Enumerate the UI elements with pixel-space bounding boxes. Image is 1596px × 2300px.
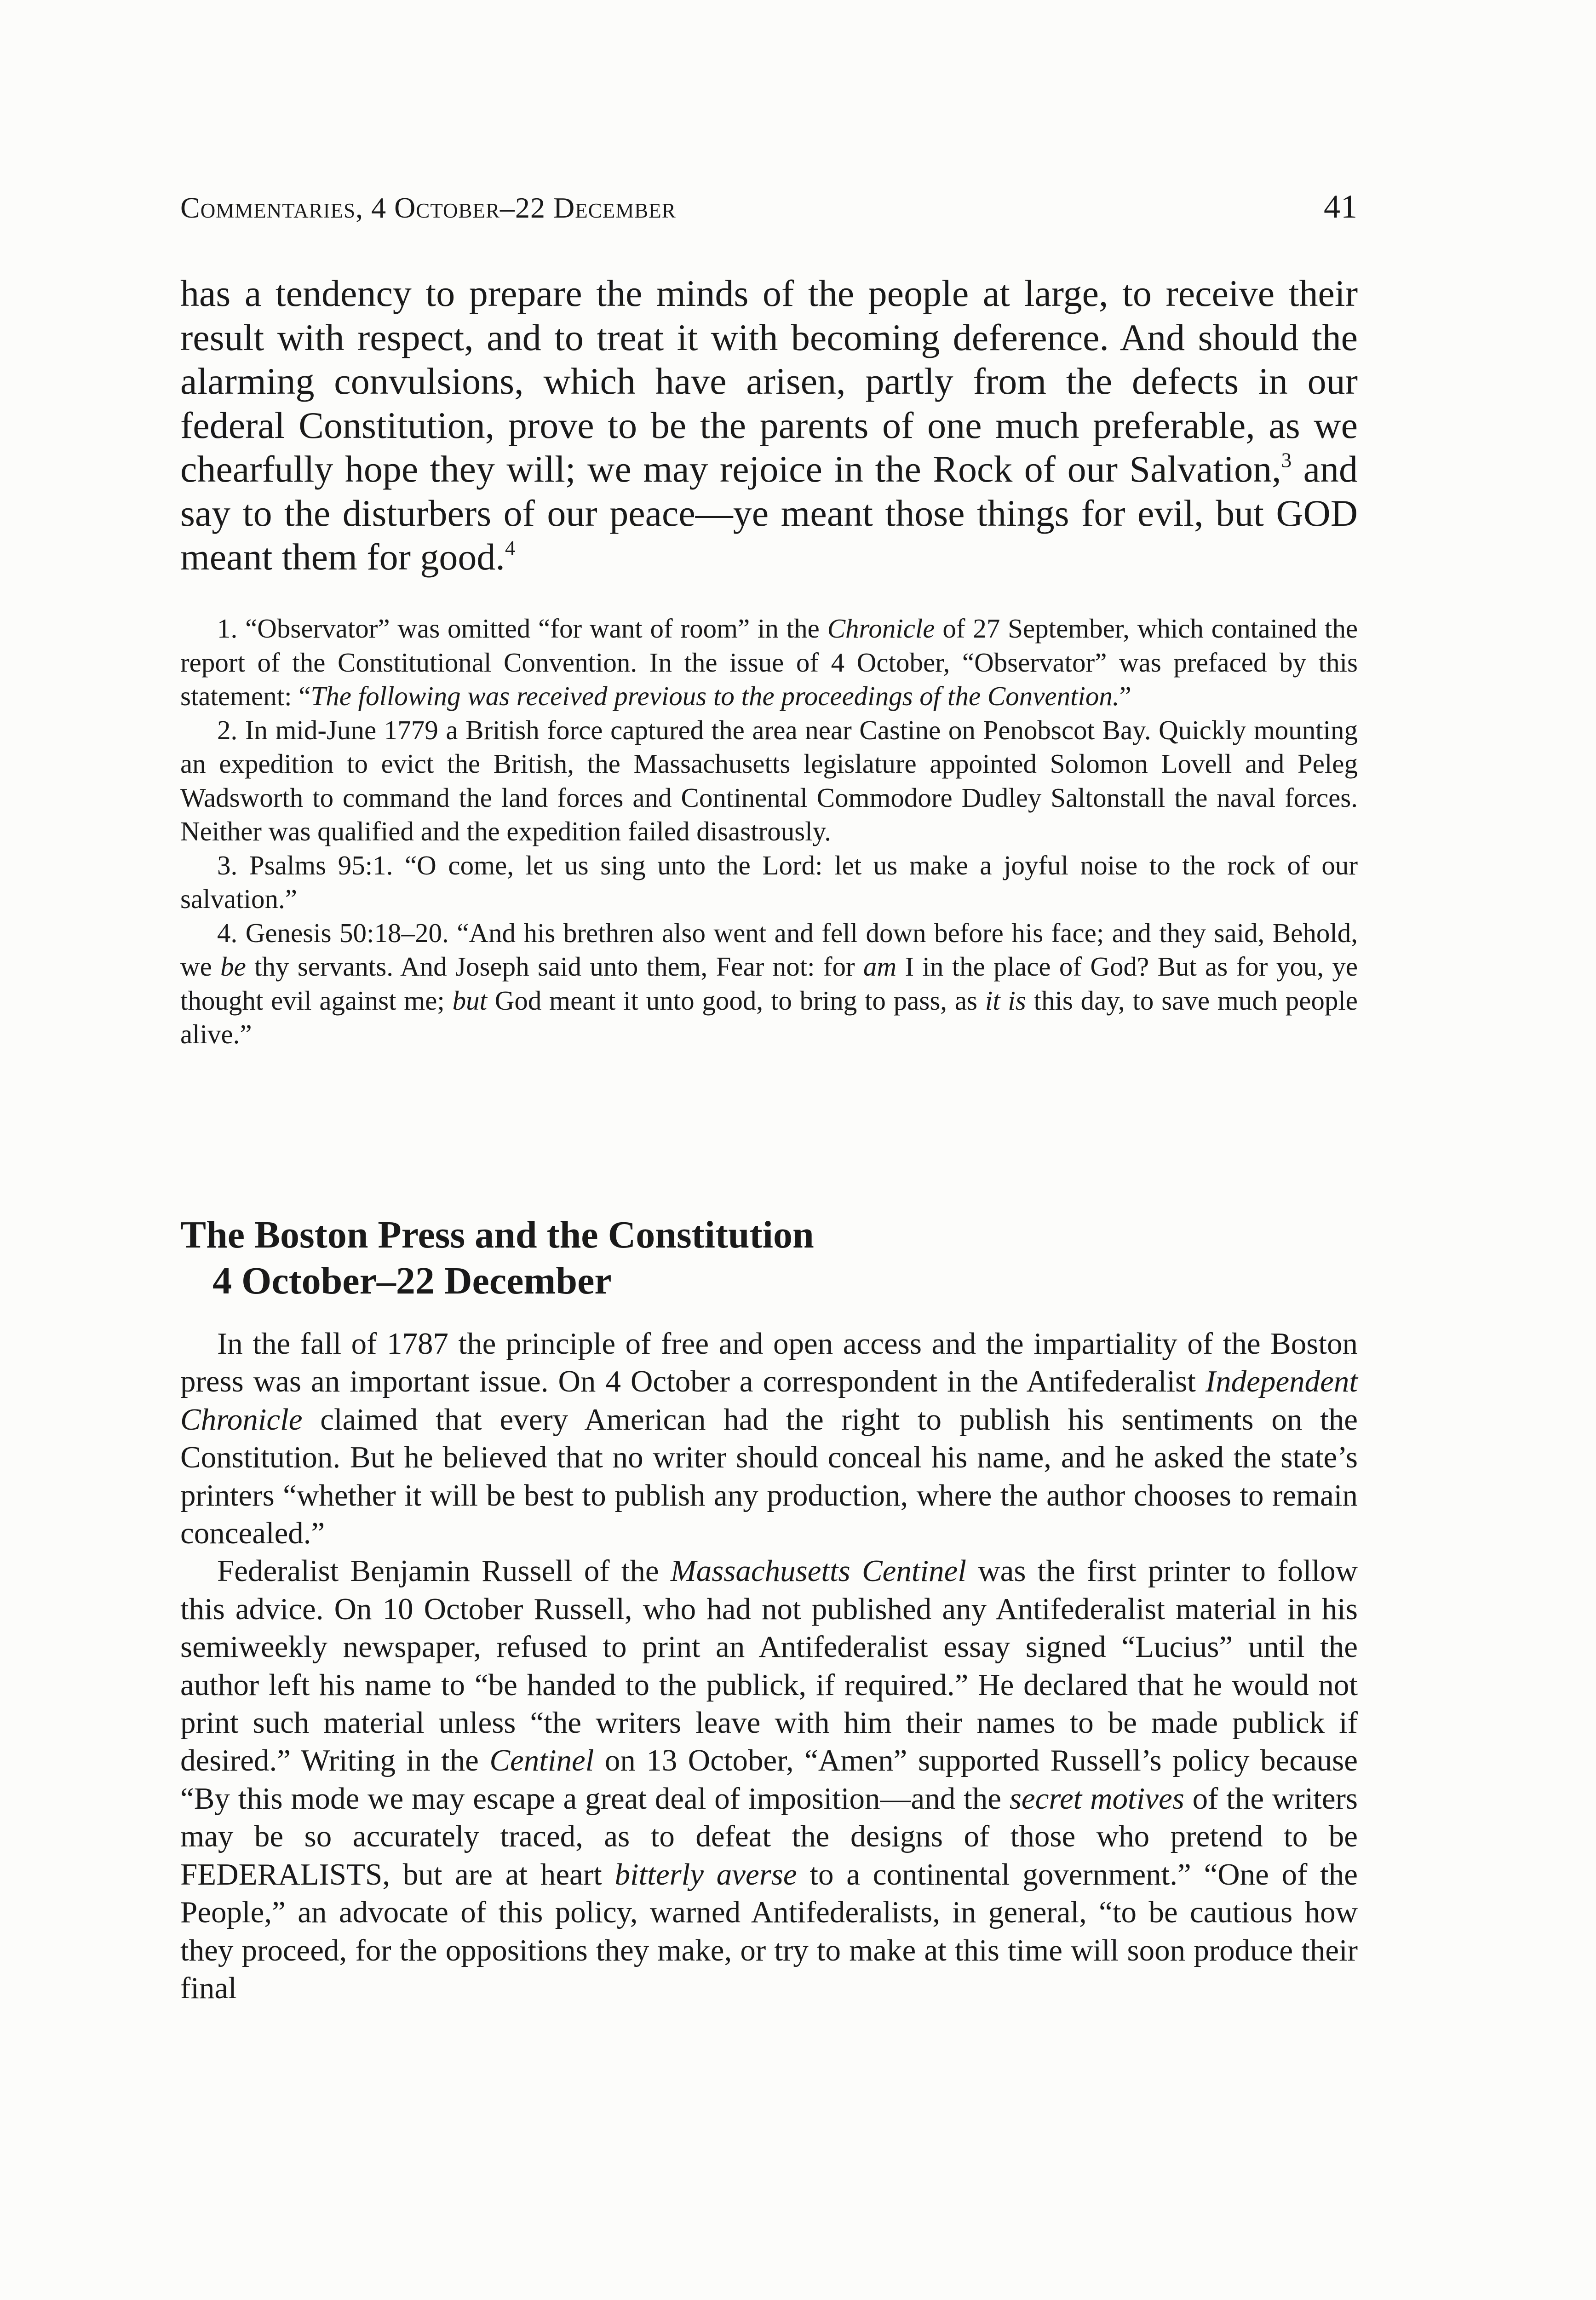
footnote-2: 2. In mid-June 1779 a British force captured the area near Castine on Penobscot Bay. Quickly mounting an expedition to evict the British, the Massachusetts legislature appointed Solomon Lovell and Peleg Wadsworth to command the land forces and Continental Commodore Dudley Saltonstall the naval forces. Neither was qualified and the expedition failed disastrously. xyxy=(180,714,1358,846)
footnote-ref-3: 3 xyxy=(1281,448,1292,472)
section-date-range: 4 October–22 December xyxy=(212,1259,612,1302)
footnote-4: 4. Genesis 50:18–20. “And his brethren also went and fell down before his face; and they said, Behold, we be thy servants. And Joseph said unto them, Fear not: for am I in the place of God? But as for you, ye thought evil against me; but God meant it unto good, to bring to pass, as it is this day, to save much people alive.” xyxy=(180,917,1358,1049)
section-heading xyxy=(180,1212,1358,1304)
section-body xyxy=(180,1325,1358,2007)
body-paragraph xyxy=(180,271,1358,579)
section-title: The Boston Press and the Constitution xyxy=(180,1213,814,1256)
page-number: 41 xyxy=(1324,188,1358,225)
footnote-1: 1. “Observator” was omitted “for want of room” in the Chronicle of 27 September, which contained the report of the Constitutional Convention. In the issue of 4 October, “Observator” was prefaced by this statement: “The following was received previous to the proceedings of the Convention.” xyxy=(180,613,1358,711)
body-text: has a tendency to prepare the minds of the people at large, to receive their result with respect, and to treat it with becoming deference. And should the alarming convulsions, which have arisen, partly from the defects in our federal Constitution, prove to be the parents of one much preferable, as we chearfully hope they will; we may rejoice in the Rock of our Salvation,$^3$ and say to the disturbers of our peace—ye meant those things for evil, but GOD meant them for good.$^4$ xyxy=(180,272,1358,578)
footnotes xyxy=(180,612,1358,1052)
section-paragraph-2: Federalist Benjamin Russell of the Massachusetts Centinel was the first printer to follow this advice. On 10 October Russell, who had not published any Antifederalist material in his semiweekly newspaper, refused to print an Antifederalist essay signed “Lucius” until the author left his name to “be handed to the publick, if required.” He declared that he would not print such material unless “the writers leave with him their names to be made publick if desired.” Writing in the Centinel on 13 October, “Amen” supported Russell’s policy because “By this mode we may escape a great deal of imposition—and the secret motives of the writers may be so accurately traced, as to defeat the designs of those who pretend to be FEDERALISTS, but are at heart bitterly averse to a continental government.” “One of the People,” an advocate of this policy, warned Antifederalists, in general, “to be cautious how they proceed, for the oppositions they make, or try to make at this time will soon produce their final xyxy=(180,1554,1358,2005)
footnote-ref-4: 4 xyxy=(505,536,516,560)
footnote-3: 3. Psalms 95:1. “O come, let us sing unto the Lord: let us make a joyful noise to the rock of our salvation.” xyxy=(180,850,1358,914)
running-title: Commentaries, 4 October–22 December xyxy=(180,191,676,224)
running-head xyxy=(180,188,1358,226)
section-paragraph-1: In the fall of 1787 the principle of free and open access and the impartiality of the Boston press was an important issue. On 4 October a correspondent in the Antifederalist Independent Chronicle claimed that every American had the right to publish his sentiments on the Constitution. But he believed that no writer should conceal his name, and he asked the state’s printers “whether it will be best to publish any production, where the author chooses to remain concealed.” xyxy=(180,1327,1358,1551)
